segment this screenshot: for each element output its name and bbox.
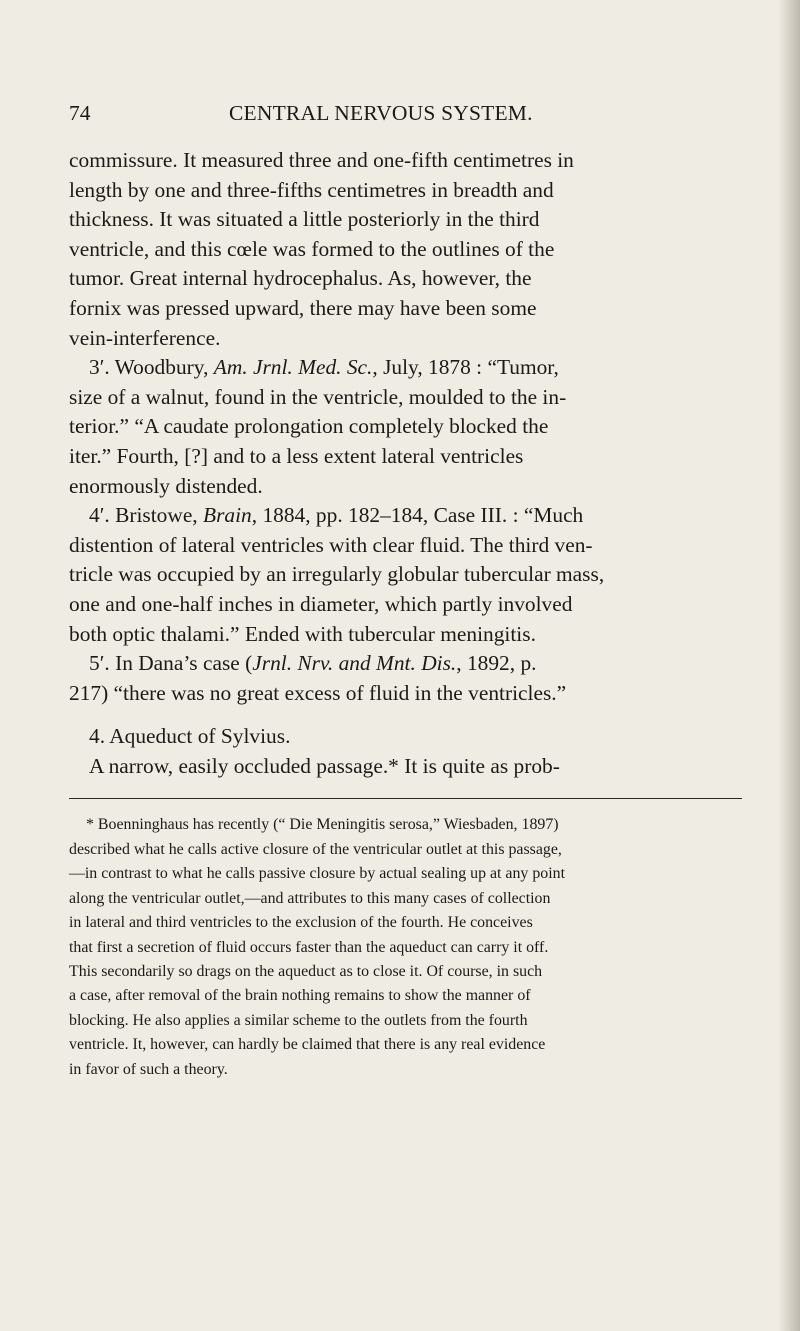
footnote-line: a case, after removal of the brain nothing remains to show the manner of	[69, 987, 531, 1005]
text-line: size of a walnut, found in the ventricle, moulded to the in-	[69, 384, 567, 409]
text-run: , 1884, pp. 182–184, Case III. : “Much	[251, 503, 584, 528]
text-run: 5′. In Dana’s case (	[89, 651, 253, 676]
citation-title: Brain	[203, 503, 252, 528]
text-line: both optic thalami.” Ended with tubercular meningitis.	[69, 621, 536, 646]
footnote-line: in lateral and third ventricles to the exclusion of the fourth. He conceives	[69, 914, 533, 932]
footnote-line: along the ventricular outlet,—and attributes to this many cases of collection	[69, 889, 551, 907]
footnote-rule	[69, 798, 742, 799]
footnote	[69, 813, 747, 1081]
text-line: fornix was pressed upward, there may have been some	[69, 295, 537, 320]
citation-title: Am. Jrnl. Med. Sc.	[213, 355, 373, 380]
paragraph-commissure	[69, 146, 747, 353]
text-run: 4′. Bristowe,	[89, 503, 204, 528]
text-line: distention of lateral ventricles with clear fluid. The third ven-	[69, 532, 593, 557]
text-run: , 1892, p.	[456, 651, 537, 676]
paragraph-aqueduct	[69, 752, 747, 782]
running-head	[69, 96, 747, 130]
text-line: thickness. It was situated a little posteriorly in the third	[69, 207, 540, 232]
footnote-line: ventricle. It, however, can hardly be claimed that there is any real evidence	[69, 1036, 546, 1054]
text-line: commissure. It measured three and one-fifth centimetres in	[69, 148, 574, 172]
page-edge-shadow	[778, 0, 800, 1331]
footnote-line: This secondarily so drags on the aqueduct as to close it. Of course, in such	[69, 962, 543, 980]
footnote-line: described what he calls active closure of the ventricular outlet at this passage,	[69, 840, 562, 858]
paragraph-dana	[69, 649, 747, 708]
page-number: 74	[69, 101, 91, 125]
text-line	[69, 649, 747, 679]
text-line: length by one and three-fifths centimetres in breadth and	[69, 177, 554, 202]
citation-title: Jrnl. Nrv. and Mnt. Dis.	[252, 651, 457, 676]
text-run: , July, 1878 : “Tumor,	[372, 355, 559, 380]
text-line: enormously distended.	[69, 473, 263, 498]
text-line: 217) “there was no great excess of fluid in the ventricles.”	[69, 680, 567, 705]
text-line	[69, 353, 747, 383]
text-line: ventricle, and this cœle was formed to the outlines of the	[69, 236, 555, 261]
footnote-line: —in contrast to what he calls passive closure by actual sealing up at any point	[69, 865, 566, 883]
text-line: iter.” Fourth, [?] and to a less extent lateral ventricles	[69, 443, 524, 468]
paragraph-woodbury	[69, 353, 747, 501]
footnote-line: that first a secretion of fluid occurs faster than the aqueduct can carry it off.	[69, 938, 549, 956]
text-line: vein-interference.	[69, 325, 221, 350]
footnote-line: * Boenninghaus has recently (“ Die Meningitis serosa,” Wiesbaden, 1897)	[86, 816, 559, 834]
text-line	[69, 501, 747, 531]
text-line: terior.” “A caudate prolongation completely blocked the	[69, 414, 549, 439]
body-text	[69, 146, 747, 781]
text-run: 3′. Woodbury,	[89, 355, 214, 380]
section-heading: 4. Aqueduct of Sylvius.	[89, 724, 291, 749]
paragraph-bristowe	[69, 501, 747, 649]
text-line: A narrow, easily occluded passage.* It is quite as prob-	[89, 753, 560, 778]
text-line: tumor. Great internal hydrocephalus. As, however, the	[69, 266, 532, 291]
book-page	[69, 96, 747, 1082]
footnote-line: blocking. He also applies a similar scheme to the outlets from the fourth	[69, 1011, 528, 1029]
text-line: tricle was occupied by an irregularly globular tubercular mass,	[69, 562, 605, 587]
footnote-line: in favor of such a theory.	[69, 1060, 228, 1078]
running-title: CENTRAL NERVOUS SYSTEM.	[229, 101, 533, 125]
text-line: one and one-half inches in diameter, which partly involved	[69, 591, 573, 616]
